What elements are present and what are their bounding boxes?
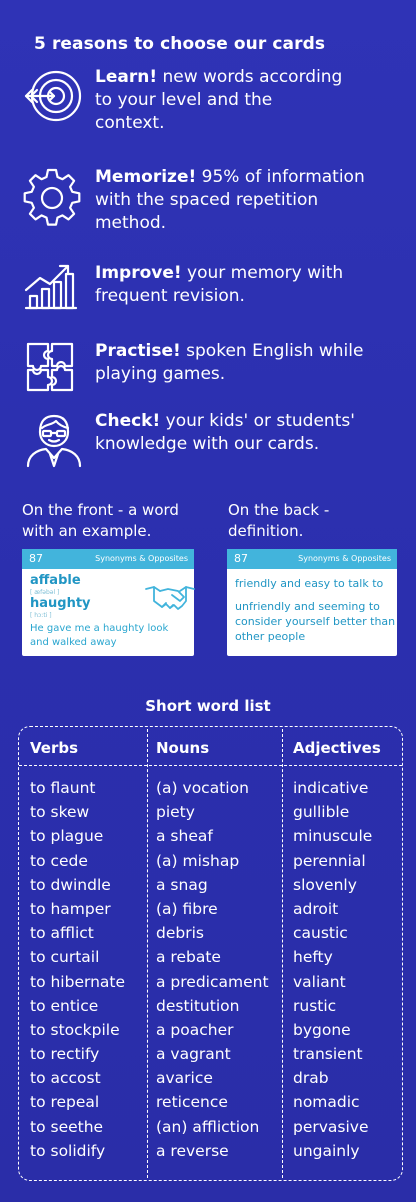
- list-item: pervasive: [293, 1117, 369, 1136]
- card-example: He gave me a haughty look and walked away: [30, 623, 169, 648]
- list-item: a sheaf: [156, 827, 213, 846]
- card-category: Synonyms & Opposites: [298, 554, 391, 563]
- list-item: valiant: [293, 972, 346, 991]
- list-item: debris: [156, 924, 204, 943]
- list-item: a snag: [156, 875, 208, 894]
- front-label: On the front - a word with an example.: [22, 501, 179, 540]
- list-item: minuscule: [293, 827, 373, 846]
- back-label: On the back - definition.: [228, 501, 330, 540]
- card-number: 87: [29, 552, 43, 565]
- list-item: perennial: [293, 851, 366, 870]
- front-card: [22, 549, 194, 656]
- list-item: nomadic: [293, 1093, 360, 1112]
- column-header: Adjectives: [293, 739, 381, 757]
- list-item: to seethe: [30, 1117, 104, 1136]
- card-phonetic: [ hɔːti ]: [30, 612, 52, 619]
- list-item: to cede: [30, 851, 88, 870]
- list-item: to skew: [30, 803, 90, 822]
- list-item: to rectify: [30, 1045, 100, 1064]
- card-word: affable: [30, 573, 81, 588]
- list-item: to plague: [30, 827, 104, 846]
- reason-text: Practise! spoken English while playing games.: [95, 341, 364, 384]
- list-item: to repeal: [30, 1093, 100, 1112]
- teacher-icon: [22, 410, 82, 470]
- list-item: to flaunt: [30, 779, 96, 797]
- card-word: haughty: [30, 596, 91, 611]
- reason-text: Memorize! 95% of information with the spaced repetition method.: [95, 167, 365, 233]
- back-card: [227, 549, 397, 656]
- word-list-title: Short word list: [145, 697, 271, 715]
- list-item: a predicament: [156, 972, 269, 991]
- column-divider: [147, 729, 148, 1178]
- list-item: indicative: [293, 779, 369, 797]
- card-definition: friendly and easy to talk to: [235, 577, 384, 590]
- list-item: a rebate: [156, 948, 221, 967]
- list-item: gullible: [293, 803, 350, 822]
- list-item: to curtail: [30, 948, 100, 967]
- list-item: to accost: [30, 1069, 101, 1088]
- list-item: adroit: [293, 899, 339, 918]
- card-phonetic: [ æfəbəl ]: [30, 589, 60, 596]
- column-divider: [282, 729, 283, 1178]
- list-item: ungainly: [293, 1141, 360, 1160]
- word-column-adjectives: [293, 738, 381, 1165]
- list-item: a poacher: [156, 1020, 234, 1039]
- card-number: 87: [234, 552, 248, 565]
- column-header: Verbs: [30, 739, 79, 757]
- word-column-verbs: [30, 738, 125, 1165]
- list-item: transient: [293, 1045, 363, 1064]
- card-definition: unfriendly and seeming to consider yourself better than other people: [235, 600, 396, 643]
- list-item: a reverse: [156, 1141, 229, 1160]
- list-item: to entice: [30, 996, 99, 1015]
- list-item: rustic: [293, 996, 337, 1015]
- list-item: to hamper: [30, 899, 111, 918]
- list-item: to solidify: [30, 1141, 106, 1160]
- list-item: to hibernate: [30, 972, 126, 991]
- list-item: reticence: [156, 1093, 228, 1112]
- reason-text: Check! your kids' or students' knowledge with our cards.: [95, 411, 355, 454]
- column-header: Nouns: [156, 739, 210, 757]
- list-item: piety: [156, 803, 195, 822]
- handshake-icon: [144, 579, 196, 615]
- list-item: destitution: [156, 996, 240, 1015]
- card-category: Synonyms & Opposites: [95, 554, 188, 563]
- list-item: (a) fibre: [156, 899, 218, 918]
- list-item: (a) vocation: [156, 779, 249, 797]
- gear-icon: [22, 166, 82, 226]
- section-heading: 5 reasons to choose our cards: [34, 34, 326, 54]
- card-header: [227, 549, 397, 569]
- word-column-nouns: [156, 738, 269, 1165]
- list-item: avarice: [156, 1069, 213, 1088]
- list-item: to stockpile: [30, 1020, 120, 1039]
- list-item: caustic: [293, 924, 348, 943]
- card-header: [22, 549, 194, 569]
- puzzle-icon: [22, 340, 82, 400]
- list-item: hefty: [293, 948, 333, 967]
- list-item: slovenly: [293, 875, 357, 894]
- list-item: (an) affliction: [156, 1117, 260, 1136]
- list-item: to afflict: [30, 924, 94, 943]
- list-item: (a) mishap: [156, 851, 240, 870]
- target-icon: [22, 66, 82, 126]
- list-item: a vagrant: [156, 1045, 231, 1064]
- reason-text: Learn! new words according to your level and the context.: [95, 67, 343, 133]
- list-item: drab: [293, 1069, 329, 1088]
- reason-text: Improve! your memory with frequent revision.: [95, 263, 344, 306]
- list-item: bygone: [293, 1020, 351, 1039]
- growth-chart-icon: [22, 262, 82, 322]
- list-item: to dwindle: [30, 875, 111, 894]
